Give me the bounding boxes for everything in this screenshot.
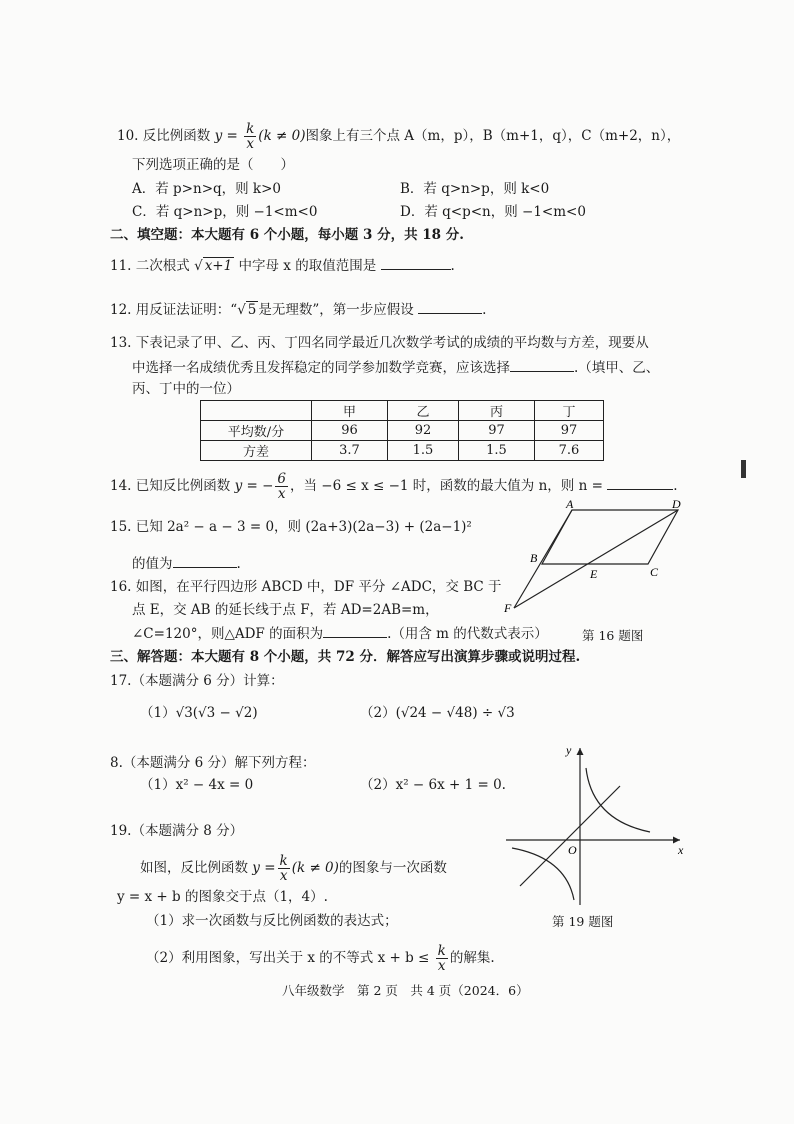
table-row: 平均数/分 96 92 97 97 [201, 421, 604, 441]
question-19-line-2: y = x + b 的图象交于点（1，4）. [117, 889, 328, 905]
question-10-ask: 下列选项正确的是（ ） [132, 157, 294, 173]
question-19-part-2: （2）利用图象，写出关于 x 的不等式 x + b ≤ $\frac{k}{x}$ 的解集. [146, 943, 495, 974]
scores-table [200, 400, 604, 461]
option-a: A．若 p>n>q，则 k>0 [132, 181, 282, 197]
hyperbola-branch-2 [512, 848, 574, 900]
label-d: D [672, 500, 681, 511]
fraction-k-over-x: $\frac{k}{x}$ [246, 121, 255, 152]
option-b: B．若 q>n>p，则 k<0 [400, 181, 550, 197]
question-19-part-1: （1）求一次函数与反比例函数的表达式； [146, 913, 398, 929]
fraction-k-over-x: $\frac{k}{x}$ [437, 943, 446, 974]
question-18-heading: 8.（本题满分 6 分）解下列方程： [110, 755, 316, 771]
answer-blank[interactable] [173, 554, 237, 568]
question-17-part-1: （1）√3(√3 − √2) [140, 705, 258, 721]
figure-19-caption: 第 19 题图 [552, 914, 614, 929]
answer-blank[interactable] [381, 256, 451, 270]
figure-16-parallelogram [500, 500, 700, 618]
page-footer: 八年级数学 第 2 页 共 4 页（2024．6） [282, 983, 529, 998]
answer-blank[interactable] [418, 300, 482, 314]
fraction-6-over-x: $\frac{6}{x}$ [277, 471, 287, 502]
question-15-line-2: 的值为 . [132, 556, 241, 572]
x-axis-label: x [678, 843, 684, 857]
question-13-line-2: 中选择一名成绩优秀且发挥稳定的同学参加数学竞赛，应该选择 .（填甲、乙、 [132, 360, 660, 376]
answer-blank[interactable] [510, 358, 574, 372]
option-c: C．若 q>n>p，则 −1<m<0 [132, 204, 318, 220]
line-af [514, 510, 572, 608]
label-c: C [650, 565, 659, 579]
question-13-line-3: 丙、丁中的一位） [132, 381, 240, 397]
y-axis-label: y [566, 743, 572, 757]
answer-blank[interactable] [323, 624, 387, 638]
question-17-part-2: （2）(√24 − √48) ÷ √3 [360, 705, 515, 721]
option-d: D．若 q<p<n，则 −1<m<0 [400, 204, 586, 220]
table-row: 方差 3.7 1.5 1.5 7.6 [201, 441, 604, 461]
figure-16-caption: 第 16 题图 [582, 628, 644, 643]
parallelogram-abcd [542, 510, 678, 564]
question-16-line-1: 16. 如图，在平行四边形 ABCD 中，DF 平分 ∠ADC，交 BC 于 [110, 579, 502, 595]
section-3-heading: 三、解答题：本大题有 8 个小题，共 72 分．解答应写出演算步骤或说明过程. [110, 649, 581, 665]
origin-label: O [568, 843, 577, 857]
label-f: F [504, 601, 512, 615]
question-19-line-1: 如图，反比例函数 y = $\frac{k}{x}$ (k ≠ 0)的图象与一次函数 [140, 853, 447, 884]
linear-function-line [520, 786, 620, 886]
question-10-stem: 10. 反比例函数 y = $\frac{k}{x}$ (k ≠ 0)图象上有三个点 A（m，p），B（m+1，q），C（m+2，n）， [117, 121, 681, 152]
hyperbola-branch-1 [586, 768, 650, 832]
answer-blank[interactable] [607, 476, 673, 490]
fraction-k-over-x: $\frac{k}{x}$ [279, 853, 288, 884]
label-e: E [590, 567, 598, 581]
question-17-heading: 17.（本题满分 6 分）计算： [110, 673, 284, 689]
label-a: A [566, 500, 574, 511]
line-df [514, 510, 678, 608]
label-b: B [530, 551, 538, 565]
question-14: 14. 已知反比例函数 y = − $\frac{6}{x}$ ，当 −6 ≤ x ≤ −1 时，函数的最大值为 n，则 n = . [110, 471, 678, 502]
scan-mark [741, 460, 746, 478]
question-12: 12. 用反证法证明：“√ 5 是无理数”，第一步应假设 . [110, 302, 487, 318]
question-18-part-1: （1）x² − 4x = 0 [140, 777, 254, 793]
section-2-heading: 二、填空题：本大题有 6 个小题，每小题 3 分，共 18 分. [110, 227, 464, 243]
question-19-heading: 19.（本题满分 8 分） [110, 823, 244, 839]
question-11: 11. 二次根式 √ x+1 中字母 x 的取值范围是 . [110, 258, 455, 274]
question-16-line-2: 点 E，交 AB 的延长线于点 F，若 AD=2AB=m， [132, 602, 439, 618]
question-15-line-1: 15. 已知 2a² − a − 3 = 0，则 (2a+3)(2a−3) + (2a−1)² [110, 519, 472, 535]
table-header-row: 甲 乙 丙 丁 [201, 401, 604, 421]
question-16-line-3: ∠C=120°，则△ADF 的面积为 .（用含 m 的代数式表示） [132, 626, 548, 642]
question-18-part-2: （2）x² − 6x + 1 = 0. [360, 777, 506, 793]
question-13-line-1: 13. 下表记录了甲、乙、丙、丁四名同学最近几次数学考试的成绩的平均数与方差，现要从 [110, 335, 649, 351]
figure-19-graph [500, 740, 690, 910]
